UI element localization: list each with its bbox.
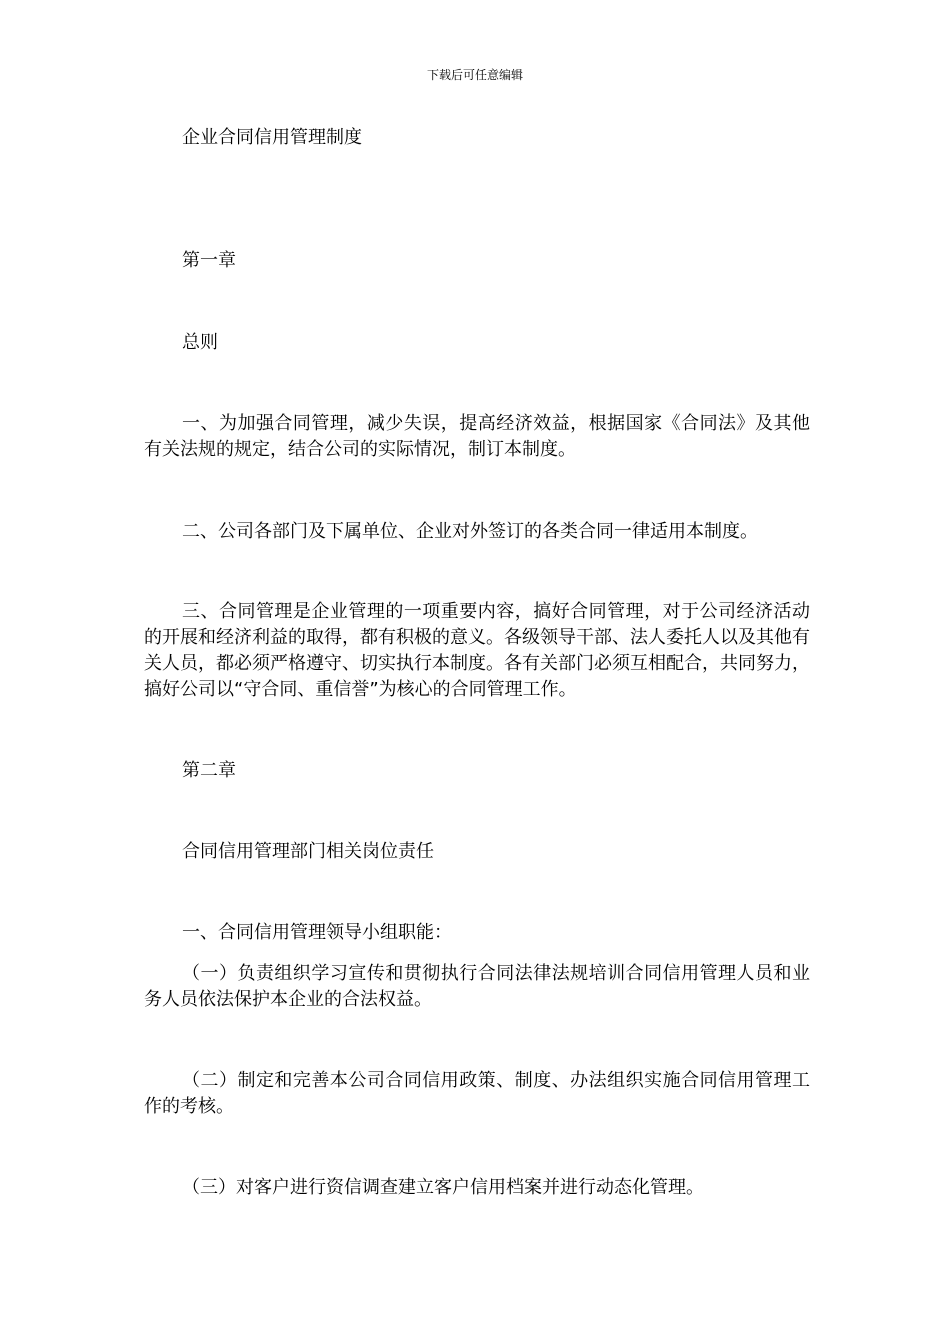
chapter-1-item-2: 二、公司各部门及下属单位、企业对外签订的各类合同一律适用本制度。 bbox=[182, 521, 758, 542]
chapter-2-subitem-3: （三）对客户进行资信调查建立客户信用档案并进行动态化管理。 bbox=[182, 1177, 704, 1198]
chapter-2-heading: 合同信用管理部门相关岗位责任 bbox=[182, 841, 434, 862]
document-title: 企业合同信用管理制度 bbox=[182, 127, 362, 148]
chapter-1-heading: 总则 bbox=[182, 332, 218, 353]
chapter-2-subitem-2: （二）制定和完善本公司合同信用政策、制度、办法组织实施合同信用管理工作的考核。 bbox=[144, 1070, 810, 1117]
page-header-note: 下载后可任意编辑 bbox=[426, 68, 523, 82]
chapter-1-number: 第一章 bbox=[182, 250, 236, 271]
chapter-2-number: 第二章 bbox=[182, 760, 236, 781]
chapter-2-subitem-1: （一）负责组织学习宣传和贯彻执行合同法律法规培训合同信用管理人员和业务人员依法保护本企业的合法权益。 bbox=[144, 963, 810, 1010]
chapter-1-item-1: 一、为加强合同管理，减少失误，提高经济效益，根据国家《合同法》及其他有关法规的规定，结合公司的实际情况，制订本制度。 bbox=[144, 413, 810, 460]
chapter-2-section-1: 一、合同信用管理领导小组职能： bbox=[182, 922, 452, 943]
chapter-1-item-3: 三、合同管理是企业管理的一项重要内容，搞好合同管理，对于公司经济活动的开展和经济利益的取得，都有积极的意义。各级领导干部、法人委托人以及其他有关人员，都必须严格遵守、切实执行本制度。各有关部门必须互相配合，共同努力，搞好公司以“守合同、重信誉”为核心的合同管理工作。 bbox=[144, 601, 810, 700]
